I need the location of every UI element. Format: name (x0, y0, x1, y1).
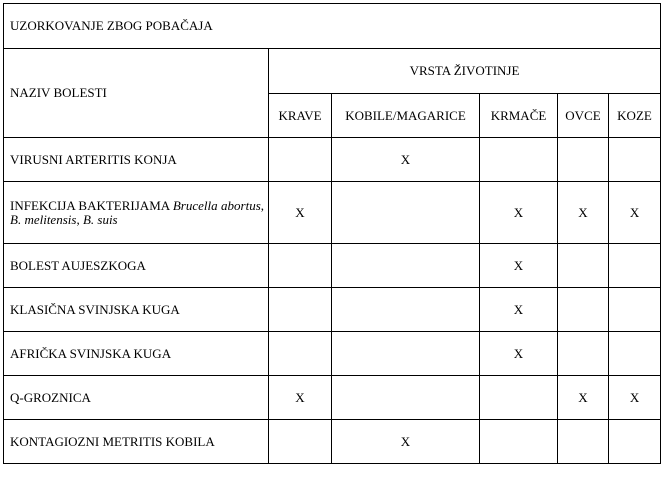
mark-cell (332, 288, 480, 332)
table-row (4, 376, 661, 420)
disease-name-italic: B. melitensis (10, 211, 77, 227)
mark-cell (558, 244, 609, 288)
table-row (4, 138, 661, 182)
mark-cell: X (609, 182, 661, 244)
mark-cell (480, 376, 558, 420)
mark-cell: X (558, 182, 609, 244)
mark-cell (609, 288, 661, 332)
table-row (4, 420, 661, 464)
mark-cell: X (480, 332, 558, 376)
disease-name-separator: , (260, 197, 265, 213)
mark-cell: X (269, 376, 332, 420)
species-header-sheep: OVCE (558, 94, 609, 138)
mark-cell (609, 138, 661, 182)
mark-cell (480, 420, 558, 464)
mark-cell (332, 376, 480, 420)
disease-name: VIRUSNI ARTERITIS KONJA (4, 138, 269, 182)
table-row (4, 244, 661, 288)
species-header-sows: KRMAČE (480, 94, 558, 138)
species-header-mares: KOBILE/MAGARICE (332, 94, 480, 138)
disease-name (4, 182, 269, 244)
mark-cell (332, 244, 480, 288)
mark-cell: X (609, 376, 661, 420)
disease-name-italic: Brucella abortus (172, 197, 261, 213)
mark-cell (269, 332, 332, 376)
mark-cell (269, 244, 332, 288)
mark-cell (269, 420, 332, 464)
disease-name-italic: B. suis (82, 211, 118, 227)
mark-cell: X (480, 182, 558, 244)
species-header-goats: KOZE (609, 94, 661, 138)
mark-cell (558, 138, 609, 182)
table-row (4, 332, 661, 376)
table-row (4, 182, 661, 244)
disease-column-header: NAZIV BOLESTI (4, 49, 269, 138)
mark-cell: X (480, 288, 558, 332)
mark-cell (609, 332, 661, 376)
mark-cell: X (558, 376, 609, 420)
mark-cell (558, 332, 609, 376)
mark-cell (269, 288, 332, 332)
disease-name: KLASIČNA SVINJSKA KUGA (4, 288, 269, 332)
mark-cell (332, 332, 480, 376)
disease-name: BOLEST AUJESZKOGA (4, 244, 269, 288)
mark-cell (558, 420, 609, 464)
mark-cell (332, 182, 480, 244)
disease-name: Q-GROZNICA (4, 376, 269, 420)
species-group-header: VRSTA ŽIVOTINJE (269, 49, 661, 94)
disease-name-separator: , (76, 211, 83, 227)
table-title: UZORKOVANJE ZBOG POBAČAJA (4, 4, 661, 49)
mark-cell (558, 288, 609, 332)
abortion-sampling-table (3, 3, 661, 464)
disease-name-prefix: INFEKCIJA BAKTERIJAMA (10, 197, 170, 213)
mark-cell: X (332, 138, 480, 182)
mark-cell (480, 138, 558, 182)
mark-cell: X (269, 182, 332, 244)
mark-cell: X (480, 244, 558, 288)
mark-cell: X (332, 420, 480, 464)
table-row (4, 288, 661, 332)
disease-name: AFRIČKA SVINJSKA KUGA (4, 332, 269, 376)
disease-name: KONTAGIOZNI METRITIS KOBILA (4, 420, 269, 464)
mark-cell (609, 420, 661, 464)
mark-cell (269, 138, 332, 182)
mark-cell (609, 244, 661, 288)
species-header-cows: KRAVE (269, 94, 332, 138)
